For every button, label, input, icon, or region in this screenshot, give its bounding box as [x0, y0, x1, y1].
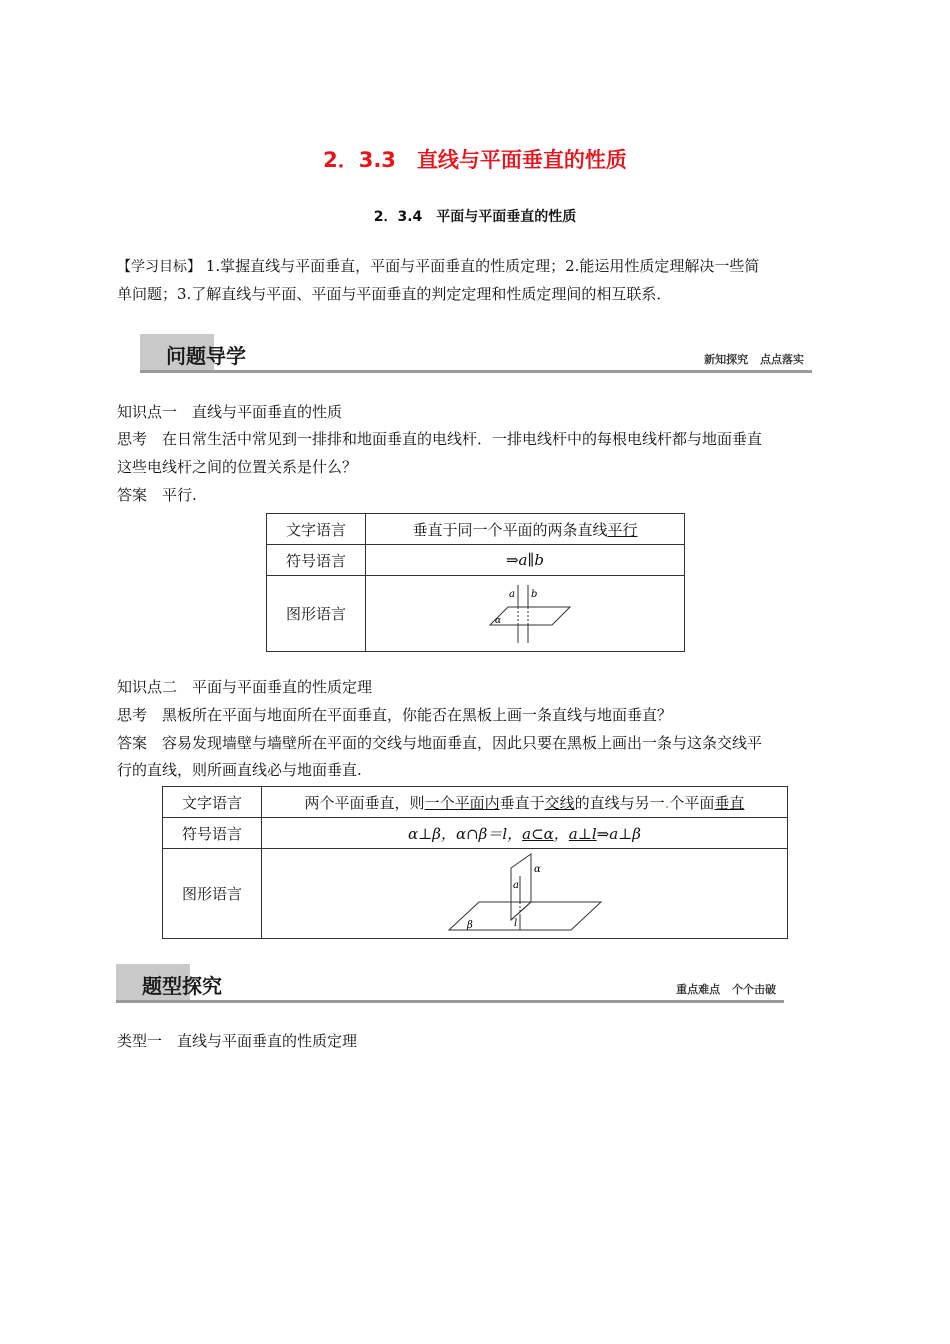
table2-label-figure: 图形语言: [163, 849, 262, 939]
objectives-line1: 1.掌握直线与平面垂直，平面与平面垂直的性质定理；2.能运用性质定理解决一些简: [205, 257, 760, 275]
banner-rule: [140, 370, 812, 373]
table2-figure-cell: [262, 849, 788, 939]
table1-symbol: ⇒a∥b: [366, 545, 685, 576]
parallel-lines-diagram: [470, 581, 580, 647]
table1-label-text: 文字语言: [267, 514, 366, 545]
table2-symbol-s1: α⊥β，α∩β＝l，: [408, 824, 523, 843]
table2-label-symbol: 符号语言: [163, 818, 262, 849]
table2-text-p2: 垂直于: [499, 793, 545, 812]
table1-text-cell: [366, 514, 685, 545]
kp2-heading: 知识点二 平面与平面垂直的性质定理: [117, 678, 373, 696]
fig2-label-beta: β: [466, 919, 473, 931]
table2-dot-mark: .: [664, 793, 670, 812]
page-subtitle: 2．3.4 平面与平面垂直的性质: [373, 209, 577, 225]
banner-right-text: 重点难点 个个击破: [676, 983, 776, 996]
fig2-label-l: l: [513, 917, 517, 929]
learning-objectives: [117, 253, 839, 308]
kp1-think-line1: 思考 在日常生活中常见到一排排和地面垂直的电线杆．一排电线杆中的每根电线杆都与地面垂直: [117, 430, 763, 448]
perpendicular-planes-diagram: [445, 852, 605, 936]
type1-heading: 类型一 直线与平面垂直的性质定理: [117, 1032, 358, 1050]
fig1-label-b: b: [531, 588, 538, 600]
table2-symbol-cell: [262, 818, 788, 849]
table-plane-plane: [162, 786, 788, 939]
kp1-heading: 知识点一 直线与平面垂直的性质: [117, 403, 343, 421]
table2-text-u1: 一个平面内: [424, 793, 500, 812]
table1-text-underlined: 平行: [607, 520, 638, 539]
table1-figure-cell: [366, 576, 685, 652]
fig2-label-alpha: α: [533, 863, 541, 875]
table2-text-p1: 两个平面垂直，则: [304, 793, 425, 812]
banner-right-text: 新知探究 点点落实: [704, 353, 804, 366]
table1-label-figure: 图形语言: [267, 576, 366, 652]
table2-text-u2: 交线: [544, 793, 575, 812]
table2-text-p4: 个平面: [669, 793, 715, 812]
kp1-answer: 答案 平行.: [117, 486, 197, 504]
banner-label: 题型探究: [142, 974, 222, 998]
table1-label-symbol: 符号语言: [267, 545, 366, 576]
table2-symbol-s3: ⇒a⊥β: [596, 824, 641, 843]
fig2-label-a: a: [512, 879, 519, 891]
table2-text-cell: [262, 787, 788, 818]
table-line-plane: [266, 513, 685, 652]
fig1-label-alpha: α: [495, 615, 502, 626]
table2-symbol-u1: a⊂α: [522, 824, 554, 843]
section-banner-wenti: [140, 334, 812, 374]
table2-text-u3: 垂直: [714, 793, 745, 812]
section-banner-tixing: [116, 964, 784, 1004]
objectives-line2: 单问题；3.了解直线与平面、平面与平面垂直的判定定理和性质定理间的相互联系．: [117, 285, 672, 303]
banner-rule: [116, 1000, 784, 1003]
kp2-answer-line2: 行的直线，则所画直线必与地面垂直.: [117, 761, 362, 779]
kp1-think-line2: 这些电线杆之间的位置关系是什么？: [117, 458, 358, 476]
table2-text-p3: 的直线与另一: [574, 793, 665, 812]
fig1-label-a: a: [509, 588, 515, 600]
page-title: 2．3.3 直线与平面垂直的性质: [323, 148, 627, 172]
table2-label-text: 文字语言: [163, 787, 262, 818]
kp2-answer-line1: 答案 容易发现墙壁与墙壁所在平面的交线与地面垂直，因此只要在黑板上画出一条与这条交线平: [117, 734, 763, 752]
table2-symbol-u2: a⊥l: [568, 824, 597, 843]
table2-symbol-s2: ，: [553, 824, 569, 843]
banner-label: 问题导学: [166, 344, 246, 368]
table1-text: 垂直于同一个平面的两条直线: [412, 520, 608, 539]
objectives-label: 【学习目标】: [117, 259, 201, 275]
kp2-think: 思考 黑板所在平面与地面所在平面垂直，你能否在黑板上画一条直线与地面垂直？: [117, 706, 673, 724]
